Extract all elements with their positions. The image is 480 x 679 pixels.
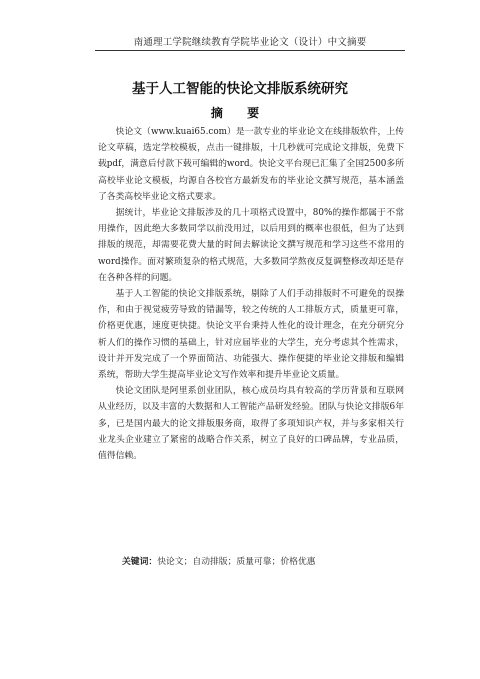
abstract-paragraph-1: 快论文（www.kuai65.com）是一款专业的毕业论文在线排版软件，上传论文草稿，选定学校模板，点击一键排版，十几秒就可完成论文排版，免费下载pdf，满意后付款下载可编辑的word。快论文平台现已汇集了全国2500多所高校毕业论文模板，均源自各校官方最新发布的毕业论文撰写规范，基本涵盖了各类高校毕业论文格式要求。: [98, 127, 404, 202]
paper-title: 基于人工智能的快论文排版系统研究: [132, 81, 348, 97]
abstract-body: [98, 124, 404, 464]
keywords-text: 快论文；自动排版；质量可靠；价格优惠: [157, 557, 316, 567]
abstract-paragraph-2: 据统计，毕业论文排版涉及的几十项格式设置中，80%的操作都属于不常用操作，因此绝大多数同学以前没用过，以后用到的概率也很低，但为了达到排版的规范，却需要花费大量的时间去解读论文撰写规范和学习这些不常用的word操作。面对繁琐复杂的格式规范，大多数同学熬夜反复调整修改却还是存在各种各样的问题。: [98, 208, 404, 283]
running-header: 南通理工学院继续教育学院毕业论文（设计）中文摘要: [133, 37, 367, 48]
abstract-heading: 摘 要: [210, 106, 270, 120]
abstract-paragraph-3: 基于人工智能的快论文排版系统，剔除了人们手动排版时不可避免的误操作，和由于视觉疲劳导致的错漏等，较之传统的人工排版方式，质量更可靠，价格更优惠，速度更快捷。快论文平台秉持人性化的设计理念，在充分研究分析人们的操作习惯的基础上，针对应届毕业的大学生，充分考虑其个性需求，设计并开发完成了一个界面简洁、功能强大、操作便捷的毕业论文排版和编辑系统，帮助大学生提高毕业论文写作效率和提升毕业论文质量。: [98, 289, 404, 381]
keywords-label: 关键词：: [122, 557, 158, 567]
header-rule: [95, 50, 405, 51]
abstract-paragraph-4: 快论文团队是阿里系创业团队，核心成员均具有较高的学历背景和互联网从业经历，以及丰富的大数据和人工智能产品研发经验。团队与快论文排版6年多，已是国内最大的论文排版服务商，取得了多项知识产权，并与多家相关行业龙头企业建立了紧密的战略合作关系，树立了良好的口碑品牌，专业品质，值得信赖。: [98, 386, 404, 462]
keywords-line: [122, 555, 412, 569]
